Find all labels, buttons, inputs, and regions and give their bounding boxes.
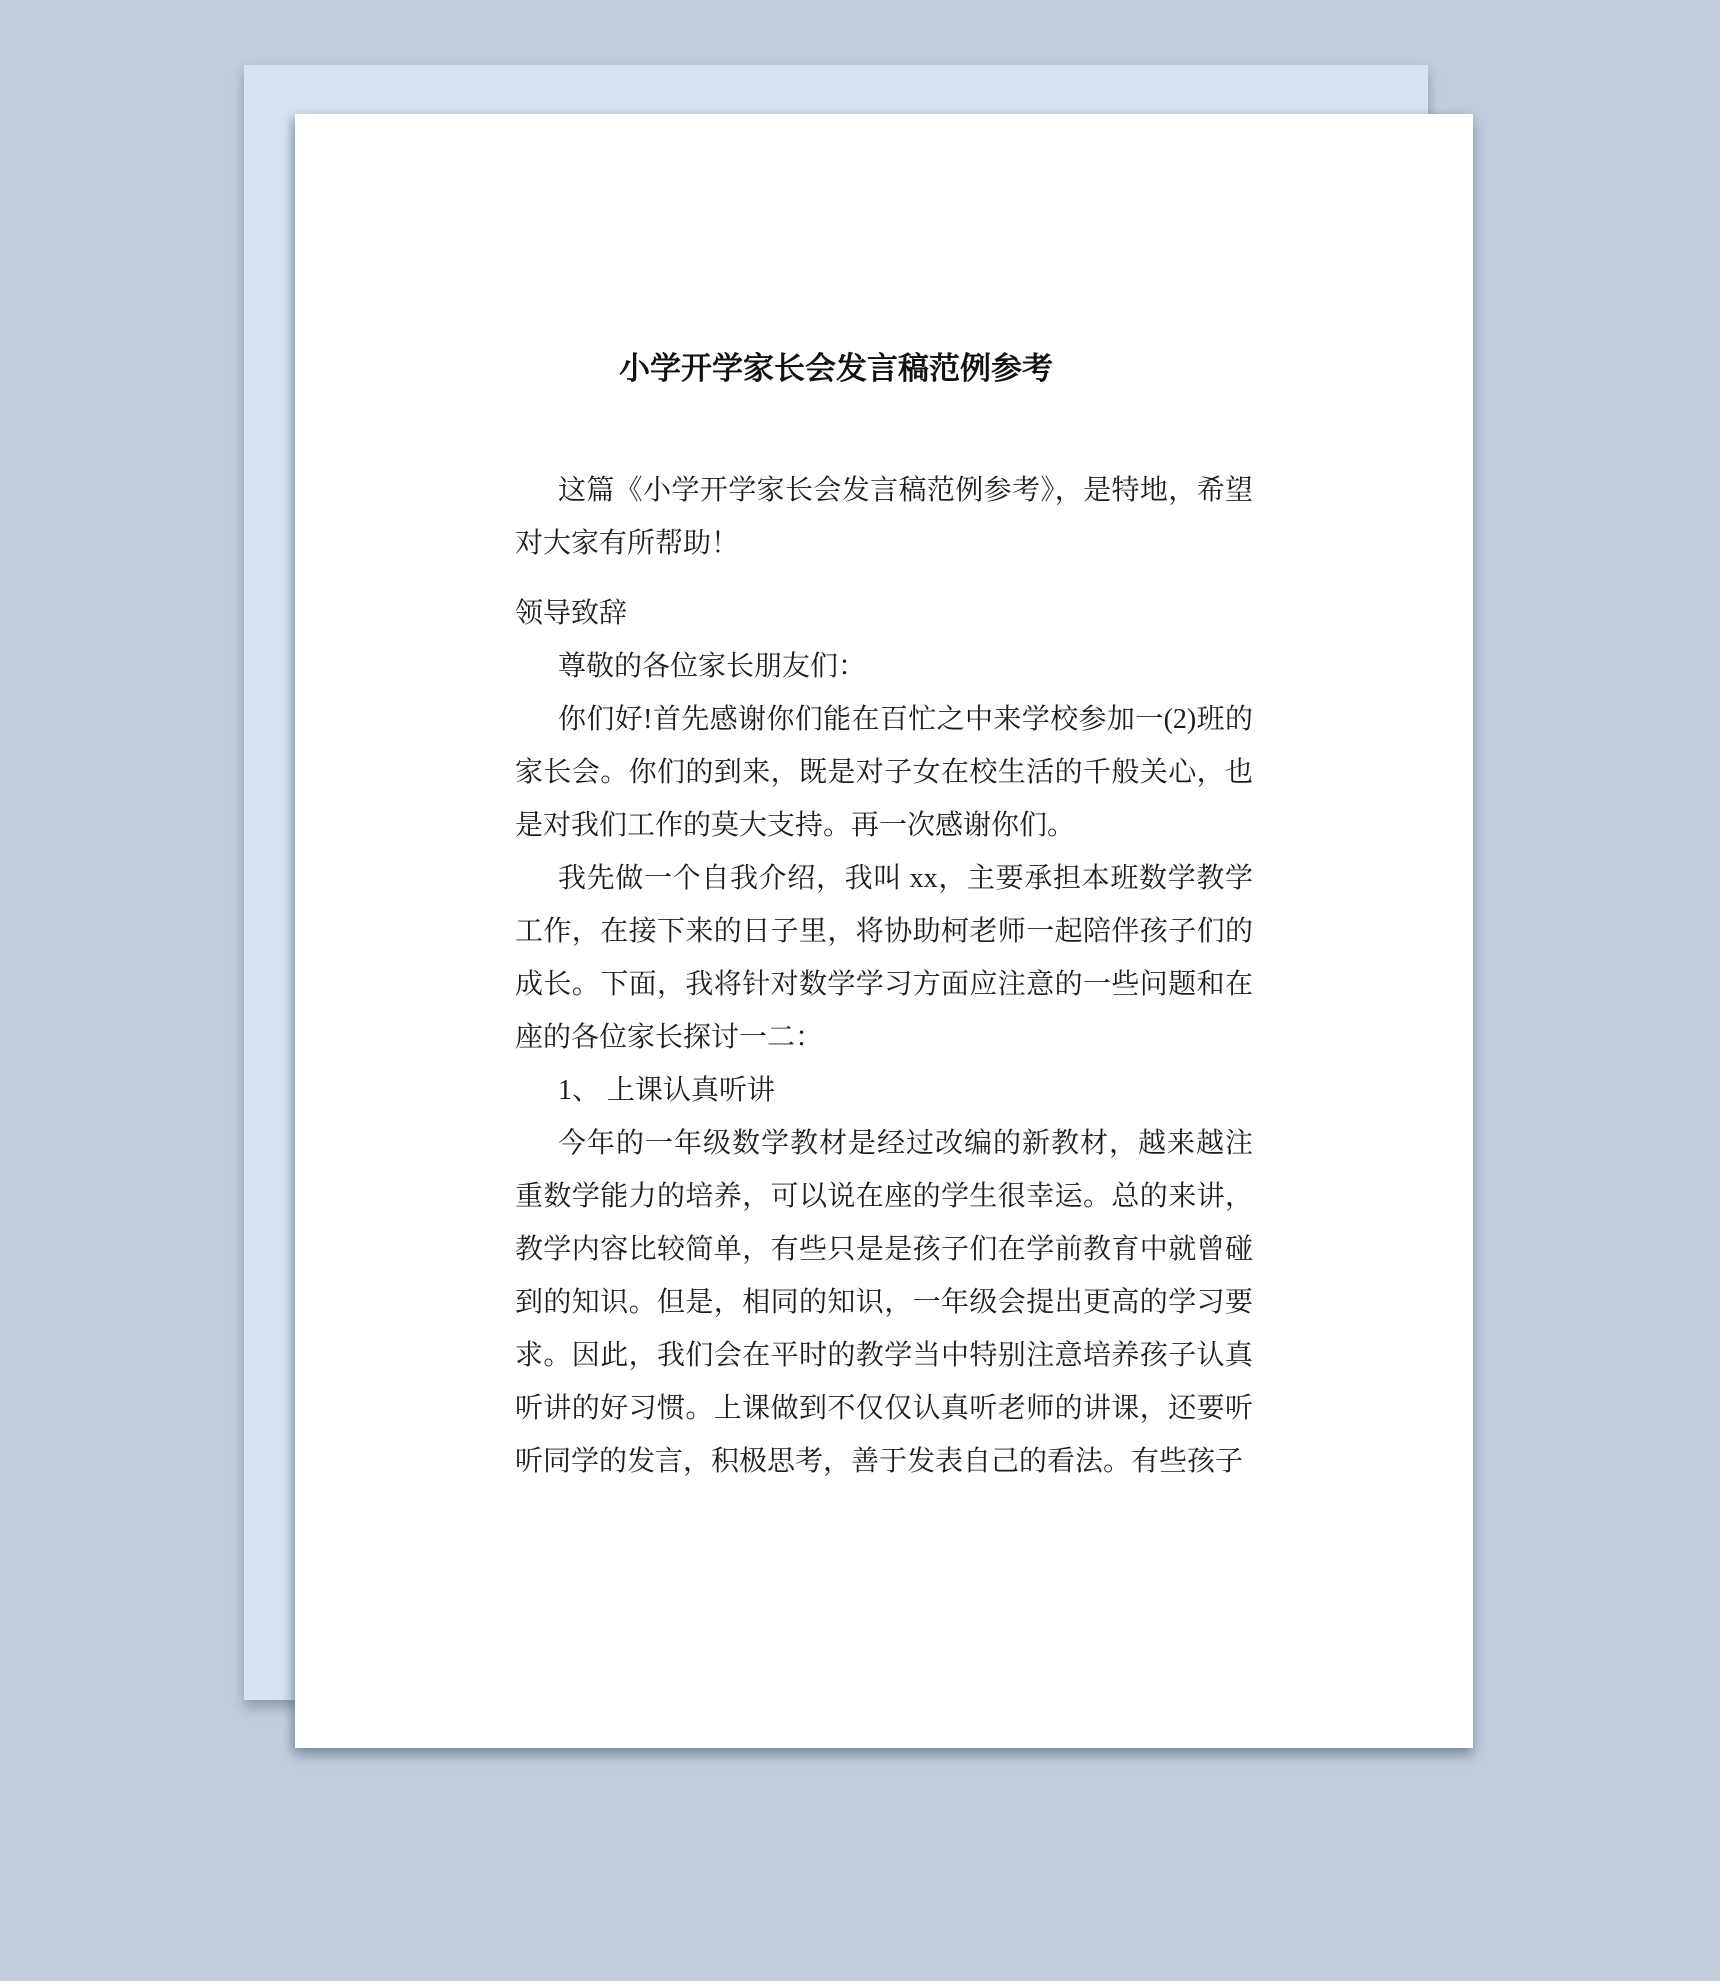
paragraph-list-item-1: 1、 上课认真听讲 xyxy=(558,1075,776,1106)
paragraph-listening-detail: 今年的一年级数学教材是经过改编的新教材，越来越注重数学能力的培养，可以说在座的学生很幸运。总的来讲，教学内容比较简单，有些只是是孩子们在学前教育中就曾碰到的知识。但是，相同的知识，一年级会提出更高的学习要求。因此，我们会在平时的教学当中特别注意培养孩子认真听讲的好习惯。上课做到不仅仅认真听老师的讲课，还要听听同学的发言，积极思考，善于发表自己的看法。有些孩子 xyxy=(515,1128,1253,1477)
document-content xyxy=(295,347,1473,1981)
paragraph-salutation: 尊敬的各位家长朋友们： xyxy=(558,651,867,682)
document-body xyxy=(515,464,1253,1488)
paragraph-self-introduction: 我先做一个自我介绍，我叫 xx，主要承担本班数学教学工作，在接下来的日子里，将协助柯老师一起陪伴孩子们的成长。下面，我将针对数学学习方面应注意的一些问题和在座的各位家长探讨一二： xyxy=(515,863,1253,1053)
paragraph-intro: 这篇《小学开学家长会发言稿范例参考》，是特地，希望对大家有所帮助！ xyxy=(515,475,1253,559)
paragraph-section-heading: 领导致辞 xyxy=(515,598,628,629)
paragraph-greeting: 你们好!首先感谢你们能在百忙之中来学校参加一(2)班的家长会。你们的到来，既是对子女在校生活的千般关心，也是对我们工作的莫大支持。再一次感谢你们。 xyxy=(515,704,1253,841)
document-title: 小学开学家长会发言稿范例参考 xyxy=(619,351,1053,386)
document-page xyxy=(295,114,1473,1748)
